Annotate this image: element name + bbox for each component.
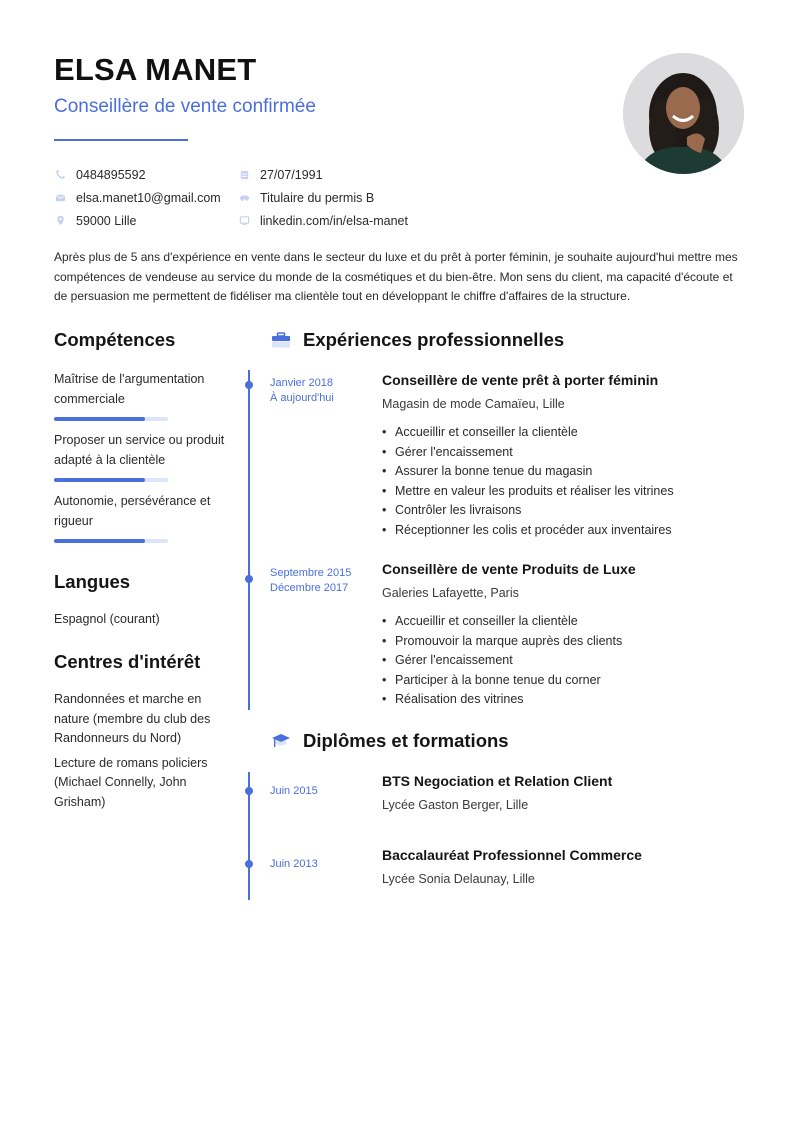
experience-organization: Magasin de mode Camaïeu, Lille [382, 397, 565, 411]
skill-level-fill [54, 478, 145, 482]
contact-list-right [238, 163, 408, 232]
candidate-name: ELSA MANET [54, 52, 257, 87]
skills-list [54, 370, 229, 553]
skill-label: Maîtrise de l'argumentation commerciale [54, 372, 205, 406]
task-item: • Gérer l'encaissement [382, 651, 742, 671]
experience-entry [382, 371, 742, 540]
skill-label: Proposer un service ou produit adapté à la clientèle [54, 433, 225, 467]
experience-date [270, 376, 334, 406]
date-start: Janvier 2018 [270, 377, 333, 389]
language-item: Espagnol (courant) [54, 612, 160, 626]
experience-title: Conseillère de vente Produits de Luxe [382, 561, 636, 577]
diploma-title: BTS Negociation et Relation Client [382, 773, 613, 789]
contact-email [54, 186, 221, 209]
contact-license [238, 186, 408, 209]
email-icon [54, 191, 67, 204]
contact-location [54, 209, 221, 232]
education-heading [271, 730, 509, 752]
timeline-dot [245, 787, 253, 795]
task-item: • Assurer la bonne tenue du magasin [382, 462, 742, 482]
skill-item [54, 492, 229, 543]
timeline-dot [245, 381, 253, 389]
task-list [382, 612, 742, 710]
phone-icon [54, 168, 67, 181]
experience-heading [271, 329, 564, 351]
task-item: • Mettre en valeur les produits et réaliser les vitrines [382, 482, 742, 502]
briefcase-icon [271, 331, 291, 349]
experience-entry [382, 560, 742, 710]
skill-level-fill [54, 539, 145, 543]
interests-heading: Centres d'intérêt [54, 651, 201, 672]
profile-summary: Après plus de 5 ans d'expérience en vente dans le secteur du luxe et du prêt à porter féminin, je souhaite aujourd'hui mettre mes compétences de vendeuse au service du monde de la cosmétiques et du bien-être. Mon sens du client, ma capacité d'écoute et de persuasion me permettent de fidéliser ma clientèle tout en développant le chiffre d'affaires de la structure. [54, 250, 738, 303]
task-item: • Accueillir et conseiller la clientèle [382, 423, 742, 443]
skill-item [54, 431, 229, 482]
task-item: • Gérer l'encaissement [382, 443, 742, 463]
education-entry [382, 846, 742, 888]
experience-timeline [248, 370, 250, 710]
linkedin-url[interactable]: linkedin.com/in/elsa-manet [260, 213, 408, 228]
birthdate: 27/07/1991 [260, 167, 323, 182]
experience-date [270, 566, 351, 596]
location-icon [54, 214, 67, 227]
school-name: Lycée Gaston Berger, Lille [382, 798, 529, 812]
skill-level-bar [54, 417, 168, 421]
skill-level-bar [54, 478, 168, 482]
linkedin-icon [238, 214, 251, 227]
task-item: • Contrôler les livraisons [382, 501, 742, 521]
contact-phone [54, 163, 221, 186]
contact-linkedin [238, 209, 408, 232]
skill-level-fill [54, 417, 145, 421]
portrait-illustration [623, 53, 744, 174]
task-item: • Participer à la bonne tenue du corner [382, 671, 742, 691]
title-underline [54, 139, 188, 141]
location: 59000 Lille [76, 213, 137, 228]
graduation-cap-icon [271, 732, 291, 750]
phone-number[interactable]: 0484895592 [76, 167, 146, 182]
education-date: Juin 2015 [270, 785, 318, 797]
interest-item: Lecture de romans policiers (Michael Connelly, John Grisham) [54, 755, 208, 809]
task-item: • Accueillir et conseiller la clientèle [382, 612, 742, 632]
email-address[interactable]: elsa.manet10@gmail.com [76, 190, 221, 205]
skill-level-bar [54, 539, 168, 543]
diploma-title: Baccalauréat Professionnel Commerce [382, 847, 642, 863]
task-item: • Réceptionner les colis et procéder aux inventaires [382, 521, 742, 541]
task-list [382, 423, 742, 540]
timeline-dot [245, 575, 253, 583]
skill-item [54, 370, 229, 421]
driving-license: Titulaire du permis B [260, 190, 375, 205]
contact-birthdate [238, 163, 408, 186]
job-title: Conseillère de vente confirmée [54, 96, 316, 117]
experience-heading-label: Expériences professionnelles [303, 329, 565, 350]
car-icon [238, 191, 251, 204]
education-entry [382, 772, 742, 814]
profile-photo [623, 53, 744, 174]
date-start: Septembre 2015 [270, 567, 352, 579]
contact-list-left [54, 163, 221, 232]
date-end: À aujourd'hui [270, 392, 334, 404]
task-item: • Promouvoir la marque auprès des clients [382, 632, 742, 652]
education-heading-label: Diplômes et formations [303, 730, 509, 751]
experience-title: Conseillère de vente prêt à porter féminin [382, 372, 659, 388]
date-end: Décembre 2017 [270, 582, 349, 594]
interest-item: Randonnées et marche en nature (membre du club des Randonneurs du Nord) [54, 692, 211, 745]
calendar-icon [238, 168, 251, 181]
task-item: • Réalisation des vitrines [382, 690, 742, 710]
skill-label: Autonomie, persévérance et rigueur [54, 494, 211, 528]
timeline-dot [245, 860, 253, 868]
skills-heading: Compétences [54, 329, 176, 350]
experience-organization: Galeries Lafayette, Paris [382, 586, 519, 600]
education-date: Juin 2013 [270, 858, 318, 870]
languages-heading: Langues [54, 571, 131, 592]
interests-list [54, 690, 224, 817]
school-name: Lycée Sonia Delaunay, Lille [382, 872, 535, 886]
